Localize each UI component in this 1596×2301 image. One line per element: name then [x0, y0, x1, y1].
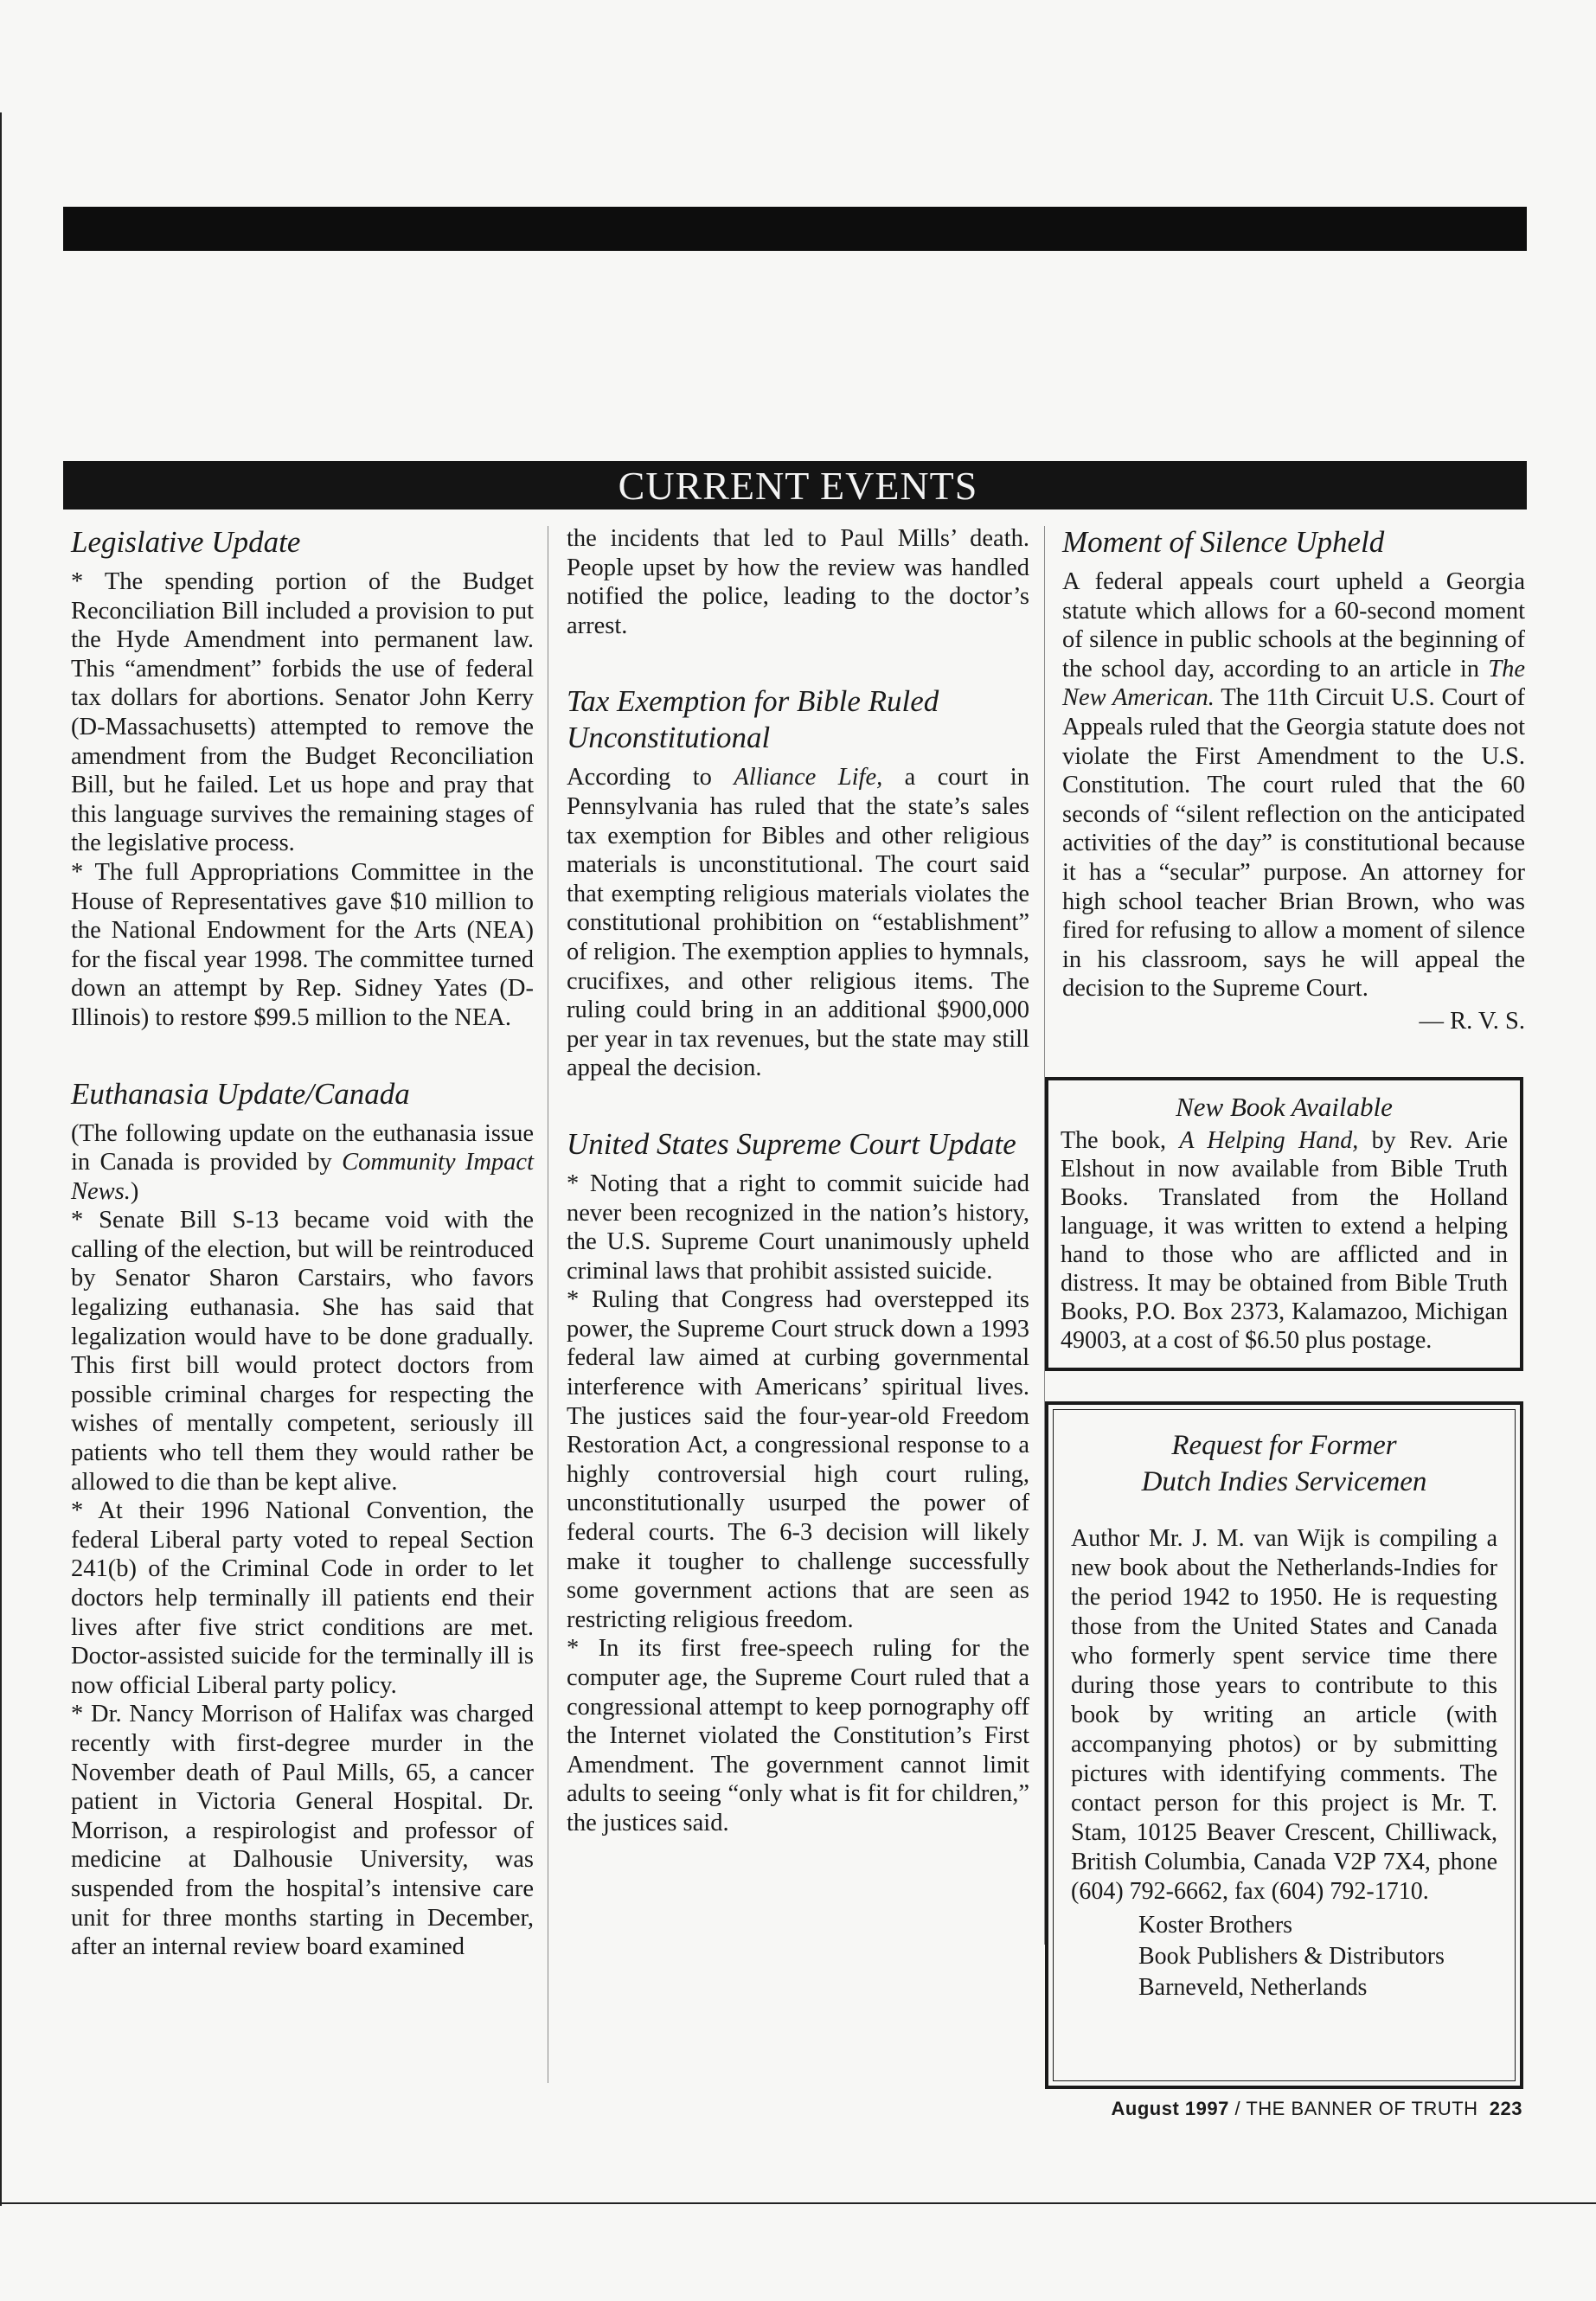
scan-bottom-edge — [0, 2202, 1596, 2204]
author-signature: — R. V. S. — [1419, 1007, 1525, 1035]
supreme-court-heading: United States Supreme Court Update — [567, 1126, 1016, 1161]
column-3 — [1062, 524, 1525, 1036]
source-alliance-life: Alliance Life, — [734, 764, 883, 792]
euthanasia-paragraph-1: * Senate Bill S-13 became void with the calling of the election, but will be reintroduced by Senator Sharon Carstairs, who favors legalizing euthanasia. She has said that legalization would have to be done gradually. This first bill would protect doctors from possible criminal charges for respecting the wishes of mentally competent, seriously ill patients who tell them they would rather be allowed to die than be kept alive. — [71, 1207, 534, 1496]
tax-exemption-paragraph: According to Alliance Life, a court in Pennsylvania has ruled that the state’s sales tax exemption for Bibles and other religious materials is unconstitutional. The court said that exempting religious materials violates the constitutional prohibition on “establishment” of religion. The exemption applies to hymnals, crucifixes, and other religious items. The ruling could bring in an additional $900,000 per year in tax revenues, but the state may still appeal the decision. — [567, 764, 1029, 1082]
request-heading: Request for Former Dutch Indies Servicemen — [1141, 1430, 1427, 1497]
publication-name: THE BANNER OF TRUTH — [1246, 2098, 1478, 2119]
publisher-address: Koster Brothers Book Publishers & Distributors Barneveld, Netherlands — [1138, 1912, 1445, 2001]
scan-left-edge — [0, 112, 2, 2206]
legislative-paragraph-2: * The full Appropriations Committee in the House of Representatives gave $10 million to the National Endowment for the Arts (NEA) for the fiscal year 1998. The committee turned down an attempt by Rep. Sidney Yates (D-Illinois) to restore $99.5 million to the NEA. — [71, 858, 534, 1031]
euthanasia-paragraph-2: * At their 1996 National Convention, the federal Liberal party voted to repeal Section 241(b) of the Criminal Code in order to let doctors help terminally ill patients end their lives after five strict conditions are met. Doctor-assisted suicide for the terminally ill is now official Liberal party policy. — [71, 1497, 534, 1699]
moment-of-silence-paragraph: A federal appeals court upheld a Georgia statute which allows for a 60-second moment of silence in public schools at the beginning of the school day, according to an article in The New American. The 11th Circuit U.S. Court of Appeals ruled that the Georgia statute does not violate the First Amendment to the U.S. Constitution. The court ruled that the 60 seconds of “silent reflection on the anticipated activities of the day” is constitutional because it has a “secular” purpose. An attorney for high school teacher Brian Brown, who was fired for refusing to allow a moment of silence in his classroom, says he will appeal the decision to the Supreme Court. — [1062, 568, 1525, 1003]
euthanasia-paragraph-3: * Dr. Nancy Morrison of Halifax was charged recently with first-degree murder in the November death of Paul Mills, 65, a cancer patient in Victoria General Hospital. Dr. Morrison, a respirologist and professor of medicine at Dalhousie University, was suspended from the hospital’s intensive care unit for three months starting in December, after an internal review board examined — [71, 1701, 534, 1961]
column-1 — [71, 524, 534, 1962]
supreme-court-paragraph-2: * Ruling that Congress had overstepped its power, the Supreme Court struck down a 1993 federal law aimed at curbing governmental interference with Americans’ spiritual lives. The justices said the four-year-old Freedom Restoration Act, a congressional response to a highly controversial high court ruling, unconstitutionally usurped the power of federal courts. The 6-3 decision will likely make it tougher to challenge successfully some government actions that are seen as restricting religious freedom. — [567, 1286, 1029, 1633]
new-book-paragraph: The book, A Helping Hand, by Rev. Arie Elshout in now available from Bible Truth Books. Translated from the Holland language, it was written to extend a helping hand to those who are afflicted and in distress. It may be obtained from Bible Truth Books, P.O. Box 2373, Kalamazoo, Michigan 49003, at a cost of $6.50 plus postage. — [1061, 1127, 1509, 1354]
supreme-court-paragraph-1: * Noting that a right to commit suicide had never been recognized in the nation’s history, the U.S. Supreme Court unanimously upheld criminal laws that prohibit assisted suicide. — [567, 1170, 1029, 1285]
book-title: A Helping Hand, — [1179, 1127, 1359, 1154]
column-2 — [567, 524, 1029, 1838]
legislative-paragraph-1: * The spending portion of the Budget Reconciliation Bill included a provision to put the Hyde Amendment into permanent law. This “amendment” forbids the use of federal tax dollars for abortions. Senator John Kerry (D-Massachusetts) attempted to remove the amendment from the Budget Reconciliation Bill, but he failed. Let us hope and pray that this language survives the remaining stages of the legislative process. — [71, 568, 534, 857]
supreme-court-paragraph-3: * In its first free-speech ruling for the computer age, the Supreme Court ruled that a congressional attempt to keep pornography off the Internet violated the Constitution’s First Amendment. The government cannot limit adults to seeing “only what is fit for children,” the justices said. — [567, 1635, 1029, 1836]
euthanasia-intro: (The following update on the euthanasia issue in Canada is provided by Community Impact News.) — [71, 1119, 534, 1205]
request-box — [1045, 1401, 1523, 2089]
new-book-box — [1045, 1077, 1523, 1371]
page-footer: August 1997 / THE BANNER OF TRUTH 223 — [1111, 2098, 1522, 2119]
tax-exemption-heading: Tax Exemption for Bible Ruled Unconstitutional — [567, 684, 939, 755]
request-paragraph: Author Mr. J. M. van Wijk is compiling a new book about the Netherlands-Indies for the period 1942 to 1950. He is requesting those from the United States and Canada who formerly spent service time there during those years to contribute to this book by writing an article (with accompanying photos) or by submitting pictures with identifying comments. The contact person for this project is Mr. T. Stam, 10125 Beaver Crescent, Chilliwack, British Columbia, Canada V2P 7X4, phone (604) 792-6662, fax (604) 792-1710. — [1071, 1525, 1497, 1905]
source-new-american: The New American. — [1062, 655, 1525, 712]
source-community-impact-news: Community Impact News. — [71, 1149, 534, 1205]
issue-date: August 1997 — [1111, 2098, 1229, 2119]
euthanasia-update-heading: Euthanasia Update/Canada — [71, 1076, 410, 1111]
moment-of-silence-heading: Moment of Silence Upheld — [1062, 525, 1385, 559]
page-number: 223 — [1489, 2098, 1522, 2119]
top-black-band — [63, 207, 1527, 251]
new-book-heading: New Book Available — [1176, 1092, 1393, 1122]
continued-paragraph: the incidents that led to Paul Mills’ death. People upset by how the review was handled notified the police, leading to the doctor’s arrest. — [567, 525, 1029, 639]
legislative-update-heading: Legislative Update — [71, 525, 301, 559]
section-title: CURRENT EVENTS — [618, 464, 978, 508]
